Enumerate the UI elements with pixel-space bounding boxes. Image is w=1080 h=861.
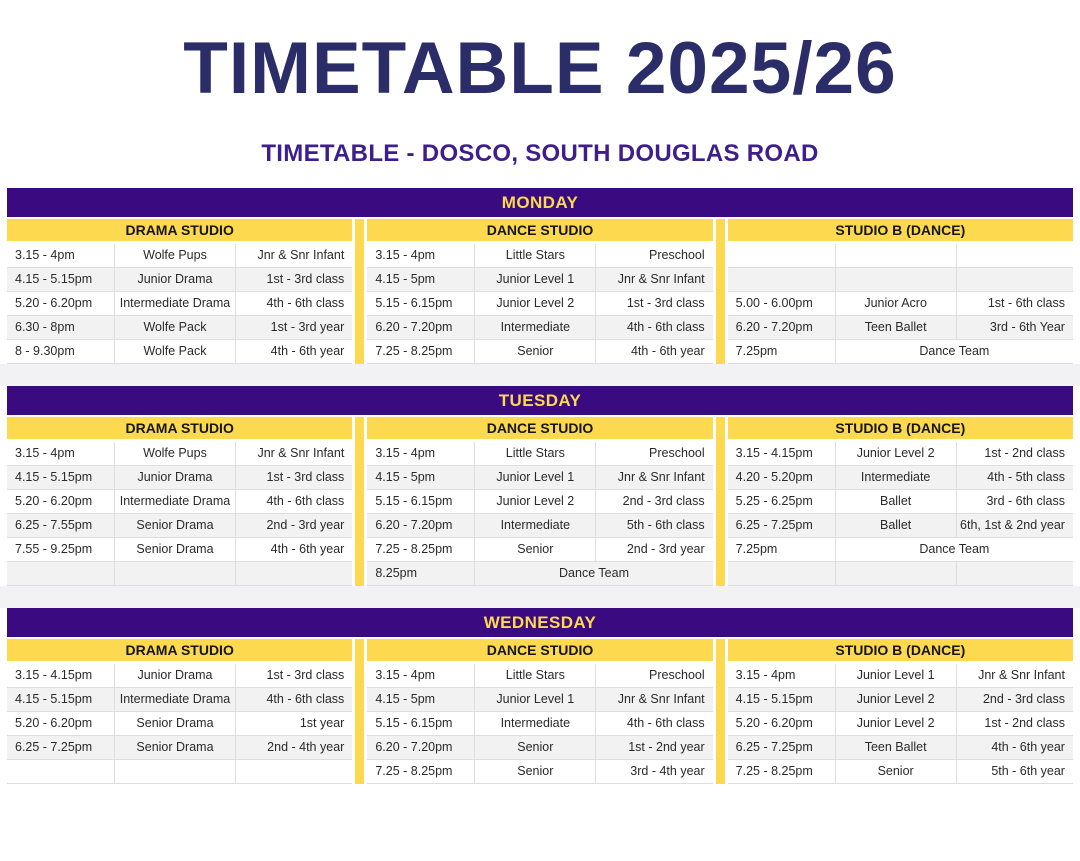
class-cell xyxy=(835,562,956,585)
timetable-row xyxy=(367,490,712,514)
class-cell: Junior Level 2 xyxy=(835,442,956,465)
group-cell: Jnr & Snr Infant xyxy=(235,442,352,465)
timetable-row xyxy=(728,712,1073,736)
group-cell: 3rd - 6th Year xyxy=(956,316,1073,339)
page-title: TIMETABLE 2025/26 xyxy=(183,28,897,109)
class-cell: Intermediate Drama xyxy=(114,292,235,315)
timetable-row xyxy=(7,268,352,292)
timetable-row xyxy=(728,292,1073,316)
class-cell: Junior Level 2 xyxy=(474,292,595,315)
class-cell: Little Stars xyxy=(474,442,595,465)
studio-divider xyxy=(352,219,367,364)
timetable-row xyxy=(367,316,712,340)
timetable-row xyxy=(367,562,712,586)
time-cell: 4.15 - 5.15pm xyxy=(15,691,93,706)
time-cell: 5.15 - 6.15pm xyxy=(375,295,453,310)
group-cell: Jnr & Snr Infant xyxy=(956,664,1073,687)
timetable-row xyxy=(7,316,352,340)
day-section xyxy=(7,608,1073,784)
time-cell xyxy=(7,562,114,585)
timetable-row xyxy=(728,340,1073,364)
studio-divider xyxy=(713,417,728,586)
time-cell: 5.15 - 6.15pm xyxy=(375,715,453,730)
group-cell: 2nd - 3rd year xyxy=(235,514,352,537)
time-cell: 4.20 - 5.20pm xyxy=(735,469,813,484)
time-cell: 4.15 - 5.15pm xyxy=(15,271,93,286)
class-cell: Ballet xyxy=(835,514,956,537)
timetable-row xyxy=(7,442,352,466)
class-cell: Junior Level 1 xyxy=(474,688,595,711)
time-cell: 7.25 - 8.25pm xyxy=(735,763,813,778)
class-cell: Teen Ballet xyxy=(835,736,956,759)
timetable-row xyxy=(7,244,352,268)
class-cell: Junior Drama xyxy=(114,664,235,687)
timetable-row xyxy=(7,514,352,538)
group-cell: 2nd - 3rd class xyxy=(595,490,712,513)
group-cell: 4th - 6th year xyxy=(595,340,712,363)
group-cell: Jnr & Snr Infant xyxy=(595,268,712,291)
studio-header: STUDIO B (DANCE) xyxy=(728,417,1073,439)
group-cell: 1st year xyxy=(235,712,352,735)
class-cell: Senior xyxy=(474,760,595,783)
timetable-row xyxy=(728,490,1073,514)
class-cell: Intermediate xyxy=(474,316,595,339)
group-cell: Jnr & Snr Infant xyxy=(595,466,712,489)
time-cell: 3.15 - 4pm xyxy=(15,445,75,460)
studio-header: DANCE STUDIO xyxy=(367,639,712,661)
time-cell: 3.15 - 4pm xyxy=(375,247,436,262)
timetable-row xyxy=(7,736,352,760)
timetable-row xyxy=(728,466,1073,490)
studios-row xyxy=(7,217,1073,364)
group-cell: 4th - 5th class xyxy=(956,466,1073,489)
time-cell: 6.30 - 8pm xyxy=(15,319,75,334)
group-cell: 4th - 6th year xyxy=(235,340,352,363)
group-cell xyxy=(235,760,352,783)
timetable-row xyxy=(7,490,352,514)
class-cell xyxy=(114,562,235,585)
group-cell: Jnr & Snr Infant xyxy=(595,688,712,711)
time-cell: 7.25 - 8.25pm xyxy=(375,343,453,358)
class-cell: Junior Level 1 xyxy=(474,268,595,291)
studio-table xyxy=(367,219,712,364)
timetable-row xyxy=(7,688,352,712)
time-cell: 3.15 - 4pm xyxy=(375,445,436,460)
time-cell: 4.15 - 5.15pm xyxy=(15,469,93,484)
group-cell: 4th - 6th class xyxy=(235,490,352,513)
group-cell: 1st - 2nd class xyxy=(956,442,1073,465)
group-cell: 1st - 3rd class xyxy=(595,292,712,315)
studio-table xyxy=(728,417,1073,586)
studio-divider xyxy=(713,219,728,364)
timetable-row xyxy=(367,292,712,316)
timetable-row xyxy=(728,316,1073,340)
time-cell: 6.20 - 7.20pm xyxy=(735,319,813,334)
day-header: TUESDAY xyxy=(7,386,1073,415)
class-cell xyxy=(114,760,235,783)
group-cell: 2nd - 3rd year xyxy=(595,538,712,561)
time-cell: 4.15 - 5pm xyxy=(375,469,436,484)
class-cell: Teen Ballet xyxy=(835,316,956,339)
studio-divider xyxy=(713,639,728,784)
timetable-row xyxy=(7,538,352,562)
group-cell: 1st - 3rd class xyxy=(235,664,352,687)
class-cell: Intermediate Drama xyxy=(114,490,235,513)
day-section xyxy=(7,386,1073,586)
class-cell: Wolfe Pups xyxy=(114,442,235,465)
time-cell: 8.25pm xyxy=(375,565,418,580)
timetable-row xyxy=(7,760,352,784)
timetable-row xyxy=(7,340,352,364)
group-cell: 5th - 6th class xyxy=(595,514,712,537)
time-cell: 6.25 - 7.25pm xyxy=(15,739,93,754)
time-cell xyxy=(7,760,114,783)
timetable xyxy=(0,188,1080,784)
time-cell: 6.20 - 7.20pm xyxy=(375,517,453,532)
studio-divider xyxy=(352,417,367,586)
timetable-row xyxy=(728,760,1073,784)
class-cell: Senior Drama xyxy=(114,514,235,537)
timetable-row xyxy=(367,688,712,712)
time-cell: 3.15 - 4pm xyxy=(375,667,436,682)
group-cell: 4th - 6th year xyxy=(956,736,1073,759)
class-cell: Senior Drama xyxy=(114,538,235,561)
class-cell xyxy=(835,244,956,267)
timetable-row xyxy=(367,268,712,292)
time-cell: 5.20 - 6.20pm xyxy=(735,715,813,730)
day-section xyxy=(7,188,1073,364)
group-cell: 1st - 6th class xyxy=(956,292,1073,315)
time-cell: 8 - 9.30pm xyxy=(15,343,75,358)
studio-header: DRAMA STUDIO xyxy=(7,219,352,241)
studio-table xyxy=(728,219,1073,364)
time-cell: 6.25 - 7.25pm xyxy=(735,739,813,754)
time-cell: 4.15 - 5pm xyxy=(375,271,436,286)
class-cell: Senior Drama xyxy=(114,736,235,759)
class-cell: Ballet xyxy=(835,490,956,513)
class-cell: Junior Drama xyxy=(114,466,235,489)
timetable-row xyxy=(7,562,352,586)
group-cell xyxy=(235,562,352,585)
group-cell: 1st - 3rd class xyxy=(235,268,352,291)
group-cell xyxy=(956,244,1073,267)
timetable-row xyxy=(367,760,712,784)
group-cell: Preschool xyxy=(595,244,712,267)
group-cell: 5th - 6th year xyxy=(956,760,1073,783)
class-cell: Senior xyxy=(474,340,595,363)
day-header: WEDNESDAY xyxy=(7,608,1073,637)
timetable-row xyxy=(367,712,712,736)
class-cell: Wolfe Pack xyxy=(114,316,235,339)
class-cell-merged: Dance Team xyxy=(835,538,1073,561)
time-cell: 4.15 - 5pm xyxy=(375,691,436,706)
timetable-row xyxy=(7,292,352,316)
timetable-row xyxy=(728,664,1073,688)
group-cell: 1st - 3rd class xyxy=(235,466,352,489)
studio-table xyxy=(7,639,352,784)
group-cell: 6th, 1st & 2nd year xyxy=(956,514,1073,537)
class-cell: Intermediate Drama xyxy=(114,688,235,711)
class-cell: Senior Drama xyxy=(114,712,235,735)
group-cell xyxy=(956,562,1073,585)
class-cell: Junior Drama xyxy=(114,268,235,291)
time-cell: 6.25 - 7.55pm xyxy=(15,517,93,532)
studio-header: DANCE STUDIO xyxy=(367,417,712,439)
class-cell-merged: Dance Team xyxy=(835,340,1073,363)
timetable-row xyxy=(367,514,712,538)
timetable-row xyxy=(728,688,1073,712)
time-cell: 5.00 - 6.00pm xyxy=(735,295,813,310)
timetable-row xyxy=(7,664,352,688)
timetable-row xyxy=(367,736,712,760)
time-cell: 7.25 - 8.25pm xyxy=(375,541,453,556)
class-cell: Junior Level 1 xyxy=(835,664,956,687)
time-cell: 5.15 - 6.15pm xyxy=(375,493,453,508)
time-cell: 5.20 - 6.20pm xyxy=(15,715,93,730)
class-cell: Senior xyxy=(474,538,595,561)
studios-row xyxy=(7,415,1073,586)
studio-header: DRAMA STUDIO xyxy=(7,417,352,439)
class-cell-merged: Dance Team xyxy=(474,562,712,585)
time-cell xyxy=(728,562,835,585)
group-cell: 1st - 2nd class xyxy=(956,712,1073,735)
group-cell: Jnr & Snr Infant xyxy=(235,244,352,267)
studio-table xyxy=(367,639,712,784)
page-subtitle: TIMETABLE - DOSCO, SOUTH DOUGLAS ROAD xyxy=(261,139,819,167)
class-cell xyxy=(835,268,956,291)
studio-divider xyxy=(352,639,367,784)
class-cell: Intermediate xyxy=(474,514,595,537)
class-cell: Intermediate xyxy=(835,466,956,489)
class-cell: Wolfe Pack xyxy=(114,340,235,363)
class-cell: Junior Level 2 xyxy=(835,712,956,735)
time-cell: 3.15 - 4pm xyxy=(15,247,75,262)
group-cell: 2nd - 4th year xyxy=(235,736,352,759)
studio-table xyxy=(7,417,352,586)
time-cell: 5.25 - 6.25pm xyxy=(735,493,813,508)
class-cell: Senior xyxy=(835,760,956,783)
time-cell: 6.20 - 7.20pm xyxy=(375,319,453,334)
group-cell: 3rd - 6th class xyxy=(956,490,1073,513)
group-cell: 4th - 6th class xyxy=(235,292,352,315)
timetable-row xyxy=(728,736,1073,760)
class-cell: Junior Acro xyxy=(835,292,956,315)
timetable-row xyxy=(367,244,712,268)
group-cell xyxy=(956,268,1073,291)
time-cell: 5.20 - 6.20pm xyxy=(15,295,93,310)
timetable-row xyxy=(367,538,712,562)
studio-header: DRAMA STUDIO xyxy=(7,639,352,661)
timetable-row xyxy=(728,538,1073,562)
time-cell: 6.20 - 7.20pm xyxy=(375,739,453,754)
time-cell: 7.25 - 8.25pm xyxy=(375,763,453,778)
time-cell xyxy=(728,244,835,267)
group-cell: 1st - 2nd year xyxy=(595,736,712,759)
time-cell: 4.15 - 5.15pm xyxy=(735,691,813,706)
timetable-row xyxy=(367,442,712,466)
group-cell: 4th - 6th class xyxy=(235,688,352,711)
time-cell: 3.15 - 4.15pm xyxy=(735,445,813,460)
studio-table xyxy=(367,417,712,586)
class-cell: Intermediate xyxy=(474,712,595,735)
group-cell: 4th - 6th class xyxy=(595,316,712,339)
group-cell: 1st - 3rd year xyxy=(235,316,352,339)
group-cell: 4th - 6th class xyxy=(595,712,712,735)
group-cell: Preschool xyxy=(595,442,712,465)
class-cell: Junior Level 2 xyxy=(835,688,956,711)
time-cell: 7.55 - 9.25pm xyxy=(15,541,93,556)
timetable-row xyxy=(7,466,352,490)
day-header: MONDAY xyxy=(7,188,1073,217)
timetable-row xyxy=(7,712,352,736)
time-cell: 3.15 - 4.15pm xyxy=(15,667,93,682)
studio-table xyxy=(7,219,352,364)
class-cell: Senior xyxy=(474,736,595,759)
class-cell: Junior Level 2 xyxy=(474,490,595,513)
timetable-row xyxy=(728,244,1073,268)
class-cell: Little Stars xyxy=(474,244,595,267)
section-gap xyxy=(0,586,1080,608)
group-cell: 4th - 6th year xyxy=(235,538,352,561)
studio-table xyxy=(728,639,1073,784)
timetable-row xyxy=(728,442,1073,466)
time-cell: 5.20 - 6.20pm xyxy=(15,493,93,508)
timetable-row xyxy=(728,514,1073,538)
time-cell: 3.15 - 4pm xyxy=(735,667,796,682)
time-cell: 7.25pm xyxy=(735,343,778,358)
time-cell: 6.25 - 7.25pm xyxy=(735,517,813,532)
group-cell: 2nd - 3rd class xyxy=(956,688,1073,711)
class-cell: Little Stars xyxy=(474,664,595,687)
group-cell: Preschool xyxy=(595,664,712,687)
group-cell: 3rd - 4th year xyxy=(595,760,712,783)
timetable-row xyxy=(728,268,1073,292)
studio-header: DANCE STUDIO xyxy=(367,219,712,241)
section-gap xyxy=(0,364,1080,386)
studio-header: STUDIO B (DANCE) xyxy=(728,219,1073,241)
timetable-row xyxy=(367,664,712,688)
class-cell: Wolfe Pups xyxy=(114,244,235,267)
timetable-row xyxy=(367,340,712,364)
time-cell: 7.25pm xyxy=(735,541,778,556)
timetable-row xyxy=(367,466,712,490)
timetable-row xyxy=(728,562,1073,586)
class-cell: Junior Level 1 xyxy=(474,466,595,489)
time-cell xyxy=(728,268,835,291)
studios-row xyxy=(7,637,1073,784)
studio-header: STUDIO B (DANCE) xyxy=(728,639,1073,661)
